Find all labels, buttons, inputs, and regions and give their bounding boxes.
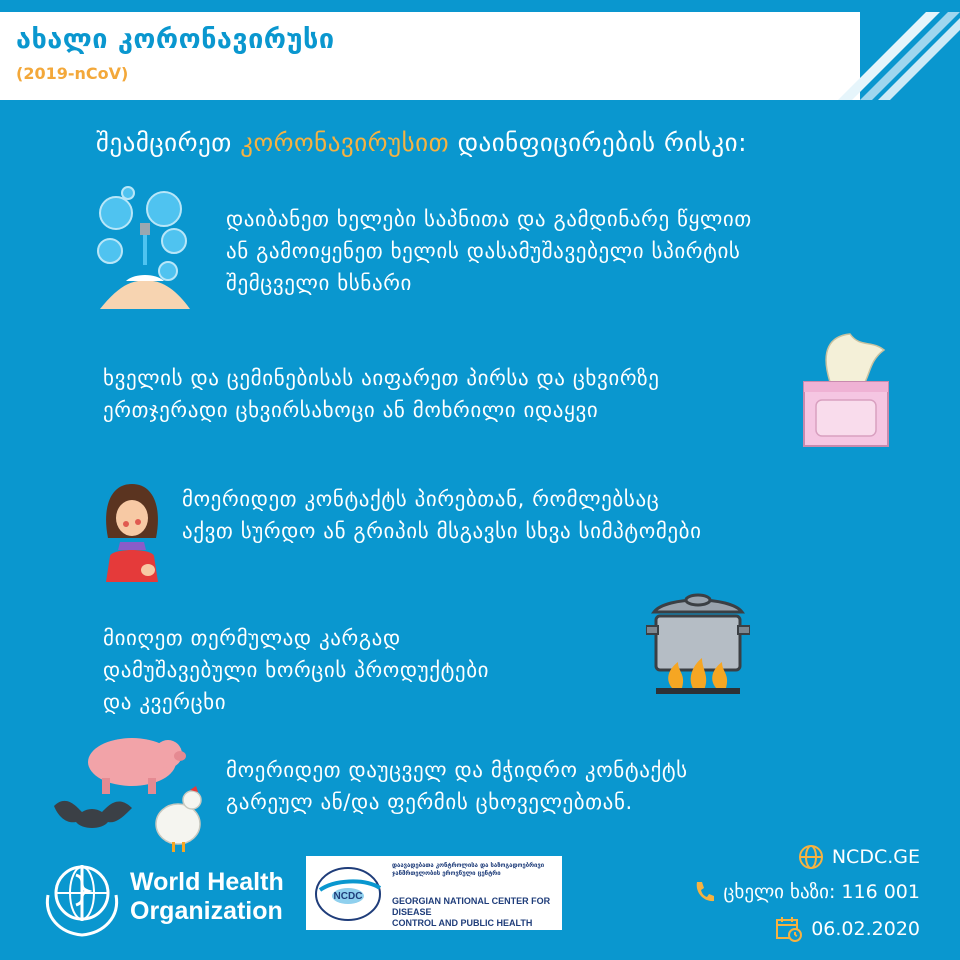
globe-icon bbox=[798, 844, 824, 870]
tip-avoid-animals: მოერიდეთ დაუცველ და მჭიდრო კონტაქტს გარეულ ან/და ფერმის ცხოველებთან. bbox=[226, 758, 688, 814]
website-link[interactable]: NCDC.GE bbox=[831, 846, 920, 868]
tip-avoid-sick-people: მოერიდეთ კონტაქტს პირებთან, რომლებსაც აქვთ სურდო ან გრიპის მსგავსი სხვა სიმპტომები bbox=[182, 487, 702, 543]
headline bbox=[96, 128, 916, 157]
handwashing-icon bbox=[96, 185, 196, 313]
ncdc-logo-text: NCDC bbox=[333, 891, 363, 902]
who-wordmark: World Health Organization bbox=[130, 868, 284, 925]
hotline-row bbox=[692, 880, 920, 904]
cooking-pot-icon bbox=[646, 592, 750, 698]
ncdc-english-name: GEORGIAN NATIONAL CENTER FOR DISEASE CONTROL AND PUBLIC HEALTH bbox=[392, 896, 551, 928]
farm-animals-icon bbox=[52, 730, 212, 854]
page-subtitle: (2019-nCoV) bbox=[16, 64, 129, 83]
page-title: ახალი კორონავირუსი bbox=[16, 24, 335, 55]
who-emblem-icon bbox=[40, 855, 124, 939]
tip-cover-cough: ხველის და ცემინებისას აიფარეთ პირსა და ცხვირზე ერთჯერადი ცხვირსახოცი ან მოხრილი იდაყვი bbox=[103, 366, 660, 422]
website-row bbox=[798, 844, 920, 870]
header-stripes bbox=[760, 12, 960, 100]
headline-accent: კორონავირუსით bbox=[240, 128, 450, 157]
headline-prefix: შეამცირეთ bbox=[96, 128, 241, 157]
calendar-icon bbox=[775, 915, 803, 943]
date-text: 06.02.2020 bbox=[811, 918, 920, 940]
date-row bbox=[775, 915, 920, 943]
headline-suffix: დაინფიცირების რისკი: bbox=[449, 128, 748, 157]
tip-handwashing: დაიბანეთ ხელები საპნითა და გამდინარე წყლით ან გამოიყენეთ ხელის დასამუშავებელი სპირტის შემცველი ხსნარი bbox=[226, 207, 752, 295]
hotline-text: ცხელი ხაზი: 116 001 bbox=[723, 881, 920, 903]
phone-icon bbox=[692, 880, 716, 904]
tip-cook-meat: მიიღეთ თერმულად კარგად დამუშავებული ხორცის პროდუქტები და კვერცხი bbox=[103, 626, 490, 714]
ncdc-georgian-name: დაავადებათა კონტროლისა და საზოგადოებრივი ჯანმრთელობის ეროვნული ცენტრი bbox=[392, 862, 545, 877]
sick-person-icon bbox=[100, 478, 164, 582]
ncdc-emblem-icon bbox=[310, 860, 390, 926]
tissue-box-icon bbox=[800, 330, 892, 450]
